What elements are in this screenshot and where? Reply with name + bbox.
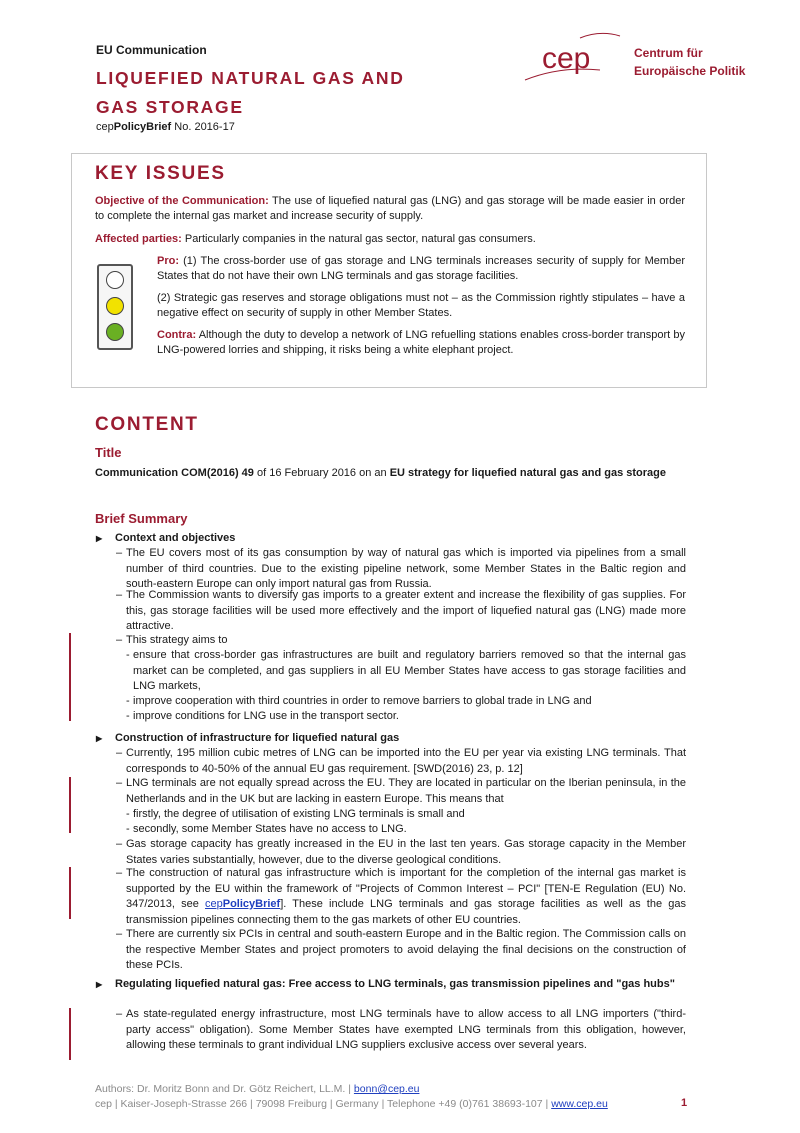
traffic-light-icon bbox=[97, 264, 133, 350]
objective-text: The use of liquefied natural gas (LNG) and gas storage will be made easier in order to complete the internal gas market and increase security of supply. bbox=[95, 195, 685, 222]
list-item-text: The Commission wants to diversify gas imports to a greater extent and increase the flexibility of gas supplies. For this, gas storage facilities will be used more effectively and the import of liquefied natural gas (LNG) made more attractive. bbox=[126, 589, 686, 632]
regulation-heading: Regulating liquefied natural gas: Free access to LNG terminals, gas transmission pipelines and "gas hubs" bbox=[115, 978, 675, 990]
sub-list-item bbox=[126, 648, 686, 695]
title-paragraph bbox=[95, 466, 686, 481]
change-marker-bar bbox=[69, 777, 71, 833]
list-item-text: Gas storage capacity has greatly increased in the EU in the last ten years. Gas storage capacity in the Member States varies substantially, however, due to the diverse geological conditions. bbox=[126, 838, 686, 866]
policy-brief-link[interactable] bbox=[205, 898, 280, 910]
sub-list-item bbox=[126, 709, 686, 725]
list-item bbox=[116, 588, 686, 635]
footer-authors bbox=[95, 1083, 419, 1095]
change-marker-bar bbox=[69, 633, 71, 721]
pro-paragraph-2: (2) Strategic gas reserves and storage obligations must not – as the Commission rightly stipulates – have a negative effect on security of supply in other Member States. bbox=[157, 292, 685, 319]
title-text-bold-1: Communication COM(2016) 49 bbox=[95, 467, 254, 479]
list-item-text: The EU covers most of its gas consumption by way of natural gas which is imported via pipelines from a small number of third countries. Due to the existing pipeline network, some Member States in the Baltic region and south-eastern Europe can only import natural gas from Russia. bbox=[126, 547, 686, 590]
sub-dash-icon: - bbox=[126, 649, 130, 661]
dash-icon: – bbox=[116, 634, 123, 646]
list-item bbox=[116, 746, 686, 777]
dash-icon: – bbox=[116, 1008, 123, 1020]
brief-summary-heading: Brief Summary bbox=[95, 511, 188, 526]
brief-number-value: No. 2016-17 bbox=[171, 121, 235, 133]
bullet-triangle-icon: ▶ bbox=[96, 734, 103, 743]
website-link[interactable]: www.cep.eu bbox=[551, 1098, 608, 1110]
content-title: CONTENT bbox=[95, 414, 199, 435]
policy-brief-link-prefix: cep bbox=[205, 898, 223, 910]
change-marker-bar bbox=[69, 867, 71, 919]
infra-4-text-a: The construction of natural gas infrastructure which is important for the completion of the internal gas market is supported by the EU within the framework of "Projects of Common Interest – PCI" [TEN-E Regulation (EU) No. 347/2013, see bbox=[126, 867, 686, 910]
page-number: 1 bbox=[681, 1097, 688, 1109]
sub-list-item bbox=[126, 694, 686, 710]
logo-name-line-2: Europäische Politik bbox=[634, 64, 746, 78]
sub-dash-icon: - bbox=[126, 823, 130, 835]
list-item bbox=[116, 927, 686, 974]
sub-dash-icon: - bbox=[126, 710, 130, 722]
dash-icon: – bbox=[116, 747, 123, 759]
footer-authors-text: Authors: Dr. Moritz Bonn and Dr. Götz Reichert, LL.M. | bbox=[95, 1083, 354, 1095]
affected-text: Particularly companies in the natural gas sector, natural gas consumers. bbox=[181, 233, 536, 245]
sub-list-item-text: improve cooperation with third countries in order to remove barriers to global trade in LNG and bbox=[133, 695, 592, 707]
sub-list-item bbox=[126, 822, 686, 838]
brief-prefix: cep bbox=[96, 121, 114, 133]
list-item-text: This strategy aims to bbox=[126, 634, 228, 646]
infra-4-text-b: ]. These include LNG terminals and gas storage facilities as well as the gas transmission pipelines connecting them to the gas markets of other EU countries. bbox=[126, 898, 686, 926]
sub-list-item-text: secondly, some Member States have no access to LNG. bbox=[133, 823, 407, 835]
logo-name-line-1: Centrum für bbox=[634, 46, 703, 60]
objective-paragraph bbox=[95, 194, 685, 224]
sub-dash-icon: - bbox=[126, 695, 130, 707]
title-heading: Title bbox=[95, 445, 122, 460]
title-text-mid: of 16 February 2016 on an bbox=[253, 467, 390, 479]
pro-label: Pro: bbox=[157, 255, 179, 267]
infrastructure-heading: Construction of infrastructure for liquefied natural gas bbox=[115, 732, 400, 744]
dash-icon: – bbox=[116, 589, 123, 601]
sub-list-item bbox=[126, 807, 686, 823]
brief-name: PolicyBrief bbox=[113, 121, 172, 133]
bullet-triangle-icon: ▶ bbox=[96, 534, 103, 543]
lamp-yellow bbox=[106, 297, 124, 315]
context-heading: Context and objectives bbox=[115, 532, 236, 544]
footer-address-text: cep | Kaiser-Joseph-Strasse 266 | 79098 Freiburg | Germany | Telephone +49 (0)761 38693-107 | bbox=[95, 1098, 552, 1110]
footer-address bbox=[95, 1098, 608, 1110]
dash-icon: – bbox=[116, 867, 123, 879]
pro-text-1: (1) The cross-border use of gas storage and LNG terminals increases security of supply for Member States that do not have their own LNG terminals and gas storage facilities. bbox=[157, 255, 685, 282]
list-item bbox=[116, 546, 686, 593]
dash-icon: – bbox=[116, 838, 123, 850]
logo-mark: cep bbox=[542, 42, 591, 75]
affected-parties-paragraph bbox=[95, 232, 685, 247]
contra-paragraph bbox=[157, 328, 685, 358]
list-item bbox=[116, 866, 686, 928]
dash-icon: – bbox=[116, 547, 123, 559]
sub-list-item-text: improve conditions for LNG use in the transport sector. bbox=[133, 710, 399, 722]
pro-paragraph-1 bbox=[157, 254, 685, 284]
list-item-text: As state-regulated energy infrastructure, most LNG terminals have to allow access to all LNG importers ("third-party access" obligation). Some Member States have exempted LNG terminals from this obligation, however, allowing these terminals to grant individual LNG suppliers exclusive access over several years. bbox=[126, 1008, 686, 1051]
objective-label: Objective of the Communication: bbox=[95, 195, 269, 207]
logo-organisation-name bbox=[634, 44, 745, 80]
list-item-text: LNG terminals are not equally spread across the EU. They are located in particular on the Iberian peninsula, in the Netherlands and in the UK but are lacking in eastern Europe. This means that bbox=[126, 777, 686, 805]
title-line-2: GAS STORAGE bbox=[96, 97, 244, 117]
affected-label: Affected parties: bbox=[95, 233, 182, 245]
title-line-1: LIQUEFIED NATURAL GAS AND bbox=[96, 68, 405, 88]
list-item bbox=[116, 837, 686, 868]
document-series: EU Communication bbox=[96, 43, 207, 57]
contra-label: Contra: bbox=[157, 329, 197, 341]
key-issues-title: KEY ISSUES bbox=[95, 163, 226, 184]
list-item bbox=[116, 776, 686, 807]
logo-swoosh-top bbox=[580, 33, 620, 38]
list-item-text: There are currently six PCIs in central and south-eastern Europe and in the Baltic region. The Commission calls on the respective Member States and project promoters to avoid delaying the final decisions on the construction of these PCIs. bbox=[126, 928, 686, 971]
lamp-off bbox=[106, 271, 124, 289]
list-item-text: Currently, 195 million cubic metres of LNG can be imported into the EU per year via existing LNG terminals. That corresponds to 40-50% of the annual EU gas requirement. [SWD(2016) 23, p. 12] bbox=[126, 747, 686, 775]
author-email-link[interactable]: bonn@cep.eu bbox=[353, 1083, 420, 1095]
title-text-bold-2: EU strategy for liquefied natural gas and gas storage bbox=[389, 467, 666, 479]
list-item bbox=[116, 1007, 686, 1054]
dash-icon: – bbox=[116, 928, 123, 940]
bullet-triangle-icon: ▶ bbox=[96, 980, 103, 989]
change-marker-bar bbox=[69, 1008, 71, 1060]
sub-dash-icon: - bbox=[126, 808, 130, 820]
dash-icon: – bbox=[116, 777, 123, 789]
lamp-green bbox=[106, 323, 124, 341]
document-title bbox=[96, 64, 405, 122]
list-item-text bbox=[126, 866, 686, 928]
brief-number bbox=[96, 121, 235, 133]
list-item bbox=[116, 633, 686, 649]
contra-text: Although the duty to develop a network of LNG refuelling stations enables cross-border transport by LNG-powered lorries and shipping, it risks being a white elephant project. bbox=[157, 329, 685, 356]
policy-brief-link-text: PolicyBrief bbox=[222, 898, 281, 910]
sub-list-item-text: firstly, the degree of utilisation of existing LNG terminals is small and bbox=[133, 808, 465, 820]
sub-list-item-text: ensure that cross-border gas infrastructures are built and regulatory barriers removed so that the internal gas market can be completed, and gas suppliers in all EU Member States have access to gas storage facilities and LNG markets, bbox=[133, 649, 686, 692]
